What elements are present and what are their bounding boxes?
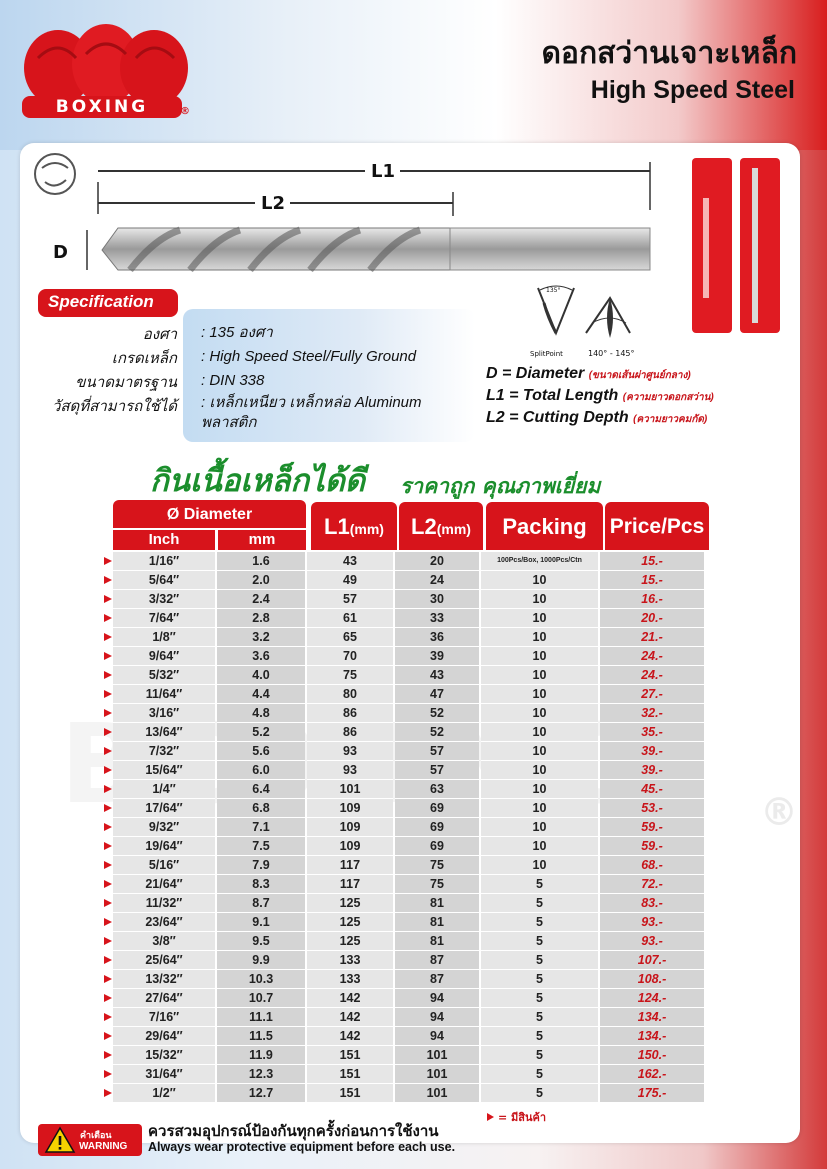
cell-inch: 25/64″: [113, 951, 215, 970]
available-arrow-icon: [104, 842, 112, 850]
cell-mm: 10.7: [217, 989, 305, 1008]
cell-price: 45.-: [600, 780, 704, 799]
cell-l1: 117: [307, 875, 393, 894]
table-row: [104, 856, 710, 875]
cell-l2: 47: [395, 685, 479, 704]
cell-mm: 7.5: [217, 837, 305, 856]
availability-note: = มีสินค้า: [487, 1108, 546, 1126]
cell-price: 15.-: [600, 571, 704, 590]
watermark-registered: ®: [760, 790, 798, 834]
registered-mark: ®: [180, 106, 190, 117]
table-row: [104, 761, 710, 780]
available-arrow-icon: [104, 614, 112, 622]
table-row: [104, 799, 710, 818]
cell-packing: 5: [481, 989, 598, 1008]
cell-l1: 125: [307, 894, 393, 913]
cell-inch: 1/4″: [113, 780, 215, 799]
cell-l2: 43: [395, 666, 479, 685]
header-mm: mm: [218, 530, 306, 550]
cell-l1: 86: [307, 704, 393, 723]
cell-l1: 142: [307, 989, 393, 1008]
cell-packing: 5: [481, 1065, 598, 1084]
cell-packing: 5: [481, 970, 598, 989]
drill-end-view-icon: [35, 154, 75, 194]
cell-price: 59.-: [600, 837, 704, 856]
cell-l2: 94: [395, 989, 479, 1008]
available-arrow-icon: [104, 633, 112, 641]
table-row: [104, 590, 710, 609]
cell-inch: 3/32″: [113, 590, 215, 609]
cell-l1: 61: [307, 609, 393, 628]
cell-l2: 52: [395, 704, 479, 723]
cell-price: 15.-: [600, 552, 704, 571]
cell-packing: 10: [481, 742, 598, 761]
spec-value-material: : เหล็กเหนียว เหล็กหล่อ Aluminum: [201, 394, 422, 411]
legend-l1: L1 = Total Length: [486, 387, 619, 404]
specification-tab: Specification: [38, 289, 178, 317]
cell-inch: 7/16″: [113, 1008, 215, 1027]
cell-l2: 36: [395, 628, 479, 647]
cell-mm: 3.6: [217, 647, 305, 666]
cell-packing: 10: [481, 590, 598, 609]
cell-mm: 5.6: [217, 742, 305, 761]
cell-mm: 10.3: [217, 970, 305, 989]
table-row: [104, 628, 710, 647]
available-arrow-icon: [104, 1051, 112, 1059]
available-arrow-icon: [104, 994, 112, 1002]
header-packing: Packing: [486, 502, 603, 550]
cell-mm: 7.9: [217, 856, 305, 875]
table-row: [104, 609, 710, 628]
warning-text-english: Always wear protective equipment before each use.: [148, 1140, 456, 1154]
table-row: [104, 552, 710, 571]
cell-inch: 3/8″: [113, 932, 215, 951]
available-arrow-icon: [104, 671, 112, 679]
spec-label-grade: เกรดเหล็ก: [111, 349, 177, 367]
available-arrow-icon: [104, 785, 112, 793]
cell-mm: 4.4: [217, 685, 305, 704]
cell-price: 24.-: [600, 666, 704, 685]
available-arrow-icon: [104, 709, 112, 717]
cell-packing: 5: [481, 951, 598, 970]
cell-price: 134.-: [600, 1008, 704, 1027]
cell-inch: 7/32″: [113, 742, 215, 761]
table-row: [104, 818, 710, 837]
cell-l1: 117: [307, 856, 393, 875]
available-arrow-icon: [104, 861, 112, 869]
cell-l2: 24: [395, 571, 479, 590]
table-row: [104, 723, 710, 742]
cell-price: 68.-: [600, 856, 704, 875]
cell-l2: 20: [395, 552, 479, 571]
table-row: [104, 647, 710, 666]
cell-inch: 9/64″: [113, 647, 215, 666]
cell-packing: 5: [481, 932, 598, 951]
header-diameter: Ø Diameter: [113, 500, 306, 528]
cell-l1: 43: [307, 552, 393, 571]
cell-inch: 17/64″: [113, 799, 215, 818]
warning-text-thai: ควรสวมอุปกรณ์ป้องกันทุกครั้งก่อนการใช้งาน: [148, 1122, 439, 1140]
cell-inch: 15/32″: [113, 1046, 215, 1065]
table-row: [104, 894, 710, 913]
cell-l1: 86: [307, 723, 393, 742]
cell-packing: 10: [481, 685, 598, 704]
cell-packing: 100Pcs/Box, 1000Pcs/Ctn: [481, 552, 598, 571]
cell-price: 134.-: [600, 1027, 704, 1046]
cell-l1: 70: [307, 647, 393, 666]
cell-packing: 10: [481, 609, 598, 628]
available-arrow-icon: [104, 918, 112, 926]
specification-values: [183, 309, 475, 442]
table-row: [104, 571, 710, 590]
cell-mm: 6.4: [217, 780, 305, 799]
spec-label-material: วัสดุที่สามารถใช้ได้: [51, 397, 177, 415]
cell-inch: 3/16″: [113, 704, 215, 723]
cell-l1: 133: [307, 970, 393, 989]
table-row: [104, 875, 710, 894]
available-arrow-icon: [104, 1070, 112, 1078]
available-arrow-icon: [487, 1113, 494, 1121]
cell-l1: 109: [307, 837, 393, 856]
cell-price: 108.-: [600, 970, 704, 989]
table-row: [104, 989, 710, 1008]
cell-price: 162.-: [600, 1065, 704, 1084]
title-english: High Speed Steel: [590, 76, 795, 104]
cell-inch: 7/64″: [113, 609, 215, 628]
cell-l2: 63: [395, 780, 479, 799]
available-arrow-icon: [104, 1013, 112, 1021]
cell-l1: 101: [307, 780, 393, 799]
price-table: [104, 552, 710, 1103]
warning-triangle-icon: [44, 1125, 76, 1155]
cell-l2: 81: [395, 913, 479, 932]
available-arrow-icon: [104, 766, 112, 774]
table-row: [104, 1008, 710, 1027]
svg-text:135°: 135°: [546, 287, 561, 294]
header-inch: Inch: [113, 530, 215, 550]
cell-l1: 142: [307, 1008, 393, 1027]
available-arrow-icon: [104, 1032, 112, 1040]
cell-price: 20.-: [600, 609, 704, 628]
cell-packing: 5: [481, 913, 598, 932]
cell-price: 93.-: [600, 913, 704, 932]
cell-l2: 30: [395, 590, 479, 609]
cell-packing: 10: [481, 818, 598, 837]
available-arrow-icon: [104, 880, 112, 888]
cell-packing: 5: [481, 1008, 598, 1027]
table-row: [104, 742, 710, 761]
cell-l2: 39: [395, 647, 479, 666]
spec-label-angle: องศา: [142, 325, 177, 343]
available-arrow-icon: [104, 728, 112, 736]
cell-packing: 10: [481, 761, 598, 780]
cell-mm: 9.1: [217, 913, 305, 932]
available-arrow-icon: [104, 937, 112, 945]
cell-mm: 4.0: [217, 666, 305, 685]
packaging-image: [688, 158, 788, 333]
cell-l2: 57: [395, 761, 479, 780]
available-arrow-icon: [104, 557, 112, 565]
available-arrow-icon: [104, 899, 112, 907]
available-arrow-icon: [104, 576, 112, 584]
cell-inch: 13/32″: [113, 970, 215, 989]
spec-value-grade: : High Speed Steel/Fully Ground: [201, 348, 417, 365]
cell-inch: 23/64″: [113, 913, 215, 932]
table-row: [104, 666, 710, 685]
cell-price: 59.-: [600, 818, 704, 837]
cell-inch: 1/8″: [113, 628, 215, 647]
available-arrow-icon: [104, 975, 112, 983]
cell-price: 175.-: [600, 1084, 704, 1103]
table-row: [104, 685, 710, 704]
svg-text:SplitPoint: SplitPoint: [530, 350, 563, 358]
cell-l1: 133: [307, 951, 393, 970]
cell-l1: 49: [307, 571, 393, 590]
drill-bit-diagram: [30, 150, 670, 280]
cell-price: 16.-: [600, 590, 704, 609]
title-thai: ดอกสว่านเจาะเหล็ก: [541, 36, 797, 71]
cell-l1: 125: [307, 932, 393, 951]
cell-l2: 87: [395, 951, 479, 970]
cell-l2: 33: [395, 609, 479, 628]
header-l2: L2(mm): [399, 502, 483, 550]
legend-l2: L2 = Cutting Depth: [486, 409, 629, 426]
cell-l1: 109: [307, 799, 393, 818]
cell-packing: 10: [481, 723, 598, 742]
cell-l2: 75: [395, 856, 479, 875]
slogan-sub: ราคาถูก คุณภาพเยี่ยม: [400, 474, 601, 498]
cell-packing: 10: [481, 571, 598, 590]
cell-price: 93.-: [600, 932, 704, 951]
svg-text:140° - 145°: 140° - 145°: [588, 349, 635, 358]
cell-mm: 2.8: [217, 609, 305, 628]
table-row: [104, 704, 710, 723]
cell-l1: 93: [307, 742, 393, 761]
cell-l1: 93: [307, 761, 393, 780]
legend-l1-note: (ความยาวดอกสว่าน): [622, 392, 714, 403]
cell-mm: 6.8: [217, 799, 305, 818]
table-row: [104, 970, 710, 989]
cell-packing: 10: [481, 628, 598, 647]
cell-mm: 9.5: [217, 932, 305, 951]
cell-price: 72.-: [600, 875, 704, 894]
cell-price: 107.-: [600, 951, 704, 970]
cell-inch: 19/64″: [113, 837, 215, 856]
cell-packing: 5: [481, 875, 598, 894]
cell-inch: 13/64″: [113, 723, 215, 742]
cell-mm: 2.0: [217, 571, 305, 590]
svg-text:L1: L1: [371, 161, 395, 182]
cell-l2: 75: [395, 875, 479, 894]
cell-price: 53.-: [600, 799, 704, 818]
header-l1: L1(mm): [311, 502, 397, 550]
cell-price: 21.-: [600, 628, 704, 647]
cell-l2: 69: [395, 799, 479, 818]
brand-wordmark: BOXING: [22, 96, 182, 118]
available-arrow-icon: [104, 652, 112, 660]
cell-l1: 109: [307, 818, 393, 837]
cell-inch: 5/16″: [113, 856, 215, 875]
cell-packing: 10: [481, 704, 598, 723]
cell-packing: 10: [481, 837, 598, 856]
table-row: [104, 913, 710, 932]
cell-price: 35.-: [600, 723, 704, 742]
table-row: [104, 1027, 710, 1046]
cell-mm: 8.7: [217, 894, 305, 913]
cell-mm: 11.1: [217, 1008, 305, 1027]
cell-packing: 5: [481, 1084, 598, 1103]
slogan-main: กินเนื้อเหล็กได้ดี: [150, 463, 366, 499]
cell-l1: 65: [307, 628, 393, 647]
cell-l2: 101: [395, 1065, 479, 1084]
svg-text:L2: L2: [261, 193, 285, 214]
cell-inch: 31/64″: [113, 1065, 215, 1084]
available-arrow-icon: [104, 595, 112, 603]
available-arrow-icon: [104, 690, 112, 698]
cell-packing: 10: [481, 856, 598, 875]
warning-label-thai: คำเตือน: [80, 1131, 112, 1141]
cell-packing: 10: [481, 647, 598, 666]
table-row: [104, 1084, 710, 1103]
cell-l1: 151: [307, 1065, 393, 1084]
cell-packing: 10: [481, 666, 598, 685]
cell-l1: 125: [307, 913, 393, 932]
cell-l2: 81: [395, 932, 479, 951]
cell-price: 150.-: [600, 1046, 704, 1065]
cell-inch: 5/64″: [113, 571, 215, 590]
legend-l2-note: (ความยาวคมกัด): [633, 414, 708, 425]
cell-l2: 87: [395, 970, 479, 989]
cell-mm: 6.0: [217, 761, 305, 780]
cell-l1: 151: [307, 1046, 393, 1065]
spec-value-angle: : 135 องศา: [201, 324, 273, 341]
cell-l1: 75: [307, 666, 393, 685]
cell-mm: 11.9: [217, 1046, 305, 1065]
cell-packing: 10: [481, 799, 598, 818]
table-row: [104, 1065, 710, 1084]
available-arrow-icon: [104, 804, 112, 812]
specification-labels: [22, 322, 177, 418]
cell-l2: 57: [395, 742, 479, 761]
cell-l2: 52: [395, 723, 479, 742]
cell-mm: 4.8: [217, 704, 305, 723]
cell-l1: 151: [307, 1084, 393, 1103]
cell-l2: 94: [395, 1027, 479, 1046]
cell-l1: 142: [307, 1027, 393, 1046]
cell-l1: 80: [307, 685, 393, 704]
cell-inch: 1/2″: [113, 1084, 215, 1103]
svg-text:D: D: [53, 242, 68, 263]
cell-l2: 101: [395, 1084, 479, 1103]
spec-label-standard: ขนาดมาตรฐาน: [75, 373, 177, 391]
header-price: Price/Pcs: [605, 502, 709, 550]
cell-mm: 12.7: [217, 1084, 305, 1103]
cell-l2: 81: [395, 894, 479, 913]
available-arrow-icon: [104, 747, 112, 755]
cell-packing: 5: [481, 1027, 598, 1046]
cell-l2: 101: [395, 1046, 479, 1065]
cell-mm: 11.5: [217, 1027, 305, 1046]
cell-mm: 9.9: [217, 951, 305, 970]
available-arrow-icon: [104, 1089, 112, 1097]
cell-inch: 11/64″: [113, 685, 215, 704]
cell-inch: 15/64″: [113, 761, 215, 780]
cell-price: 39.-: [600, 742, 704, 761]
cell-mm: 1.6: [217, 552, 305, 571]
cell-mm: 2.4: [217, 590, 305, 609]
available-arrow-icon: [104, 823, 112, 831]
table-row: [104, 837, 710, 856]
split-point-diagram: [526, 278, 646, 363]
cell-mm: 8.3: [217, 875, 305, 894]
cell-packing: 10: [481, 780, 598, 799]
cell-inch: 29/64″: [113, 1027, 215, 1046]
cell-inch: 11/32″: [113, 894, 215, 913]
cell-inch: 1/16″: [113, 552, 215, 571]
cell-mm: 12.3: [217, 1065, 305, 1084]
cell-mm: 3.2: [217, 628, 305, 647]
legend-d: D = Diameter: [486, 365, 585, 382]
spec-value-material-wrap: พลาสติก: [201, 414, 257, 431]
cell-l2: 94: [395, 1008, 479, 1027]
available-arrow-icon: [104, 956, 112, 964]
cell-packing: 5: [481, 1046, 598, 1065]
warning-label-english: WARNING: [79, 1141, 128, 1152]
cell-price: 124.-: [600, 989, 704, 1008]
table-row: [104, 951, 710, 970]
cell-packing: 5: [481, 894, 598, 913]
table-row: [104, 780, 710, 799]
cell-price: 39.-: [600, 761, 704, 780]
legend-d-note: (ขนาดเส้นผ่าศูนย์กลาง): [588, 370, 691, 381]
cell-mm: 5.2: [217, 723, 305, 742]
cell-inch: 27/64″: [113, 989, 215, 1008]
dimension-legend: [486, 364, 714, 430]
cell-l2: 69: [395, 818, 479, 837]
cell-price: 83.-: [600, 894, 704, 913]
table-row: [104, 932, 710, 951]
cell-mm: 7.1: [217, 818, 305, 837]
cell-l1: 57: [307, 590, 393, 609]
cell-inch: 5/32″: [113, 666, 215, 685]
cell-inch: 21/64″: [113, 875, 215, 894]
cell-price: 27.-: [600, 685, 704, 704]
table-row: [104, 1046, 710, 1065]
cell-inch: 9/32″: [113, 818, 215, 837]
cell-price: 32.-: [600, 704, 704, 723]
cell-l2: 69: [395, 837, 479, 856]
spec-value-standard: : DIN 338: [201, 372, 265, 389]
cell-price: 24.-: [600, 647, 704, 666]
